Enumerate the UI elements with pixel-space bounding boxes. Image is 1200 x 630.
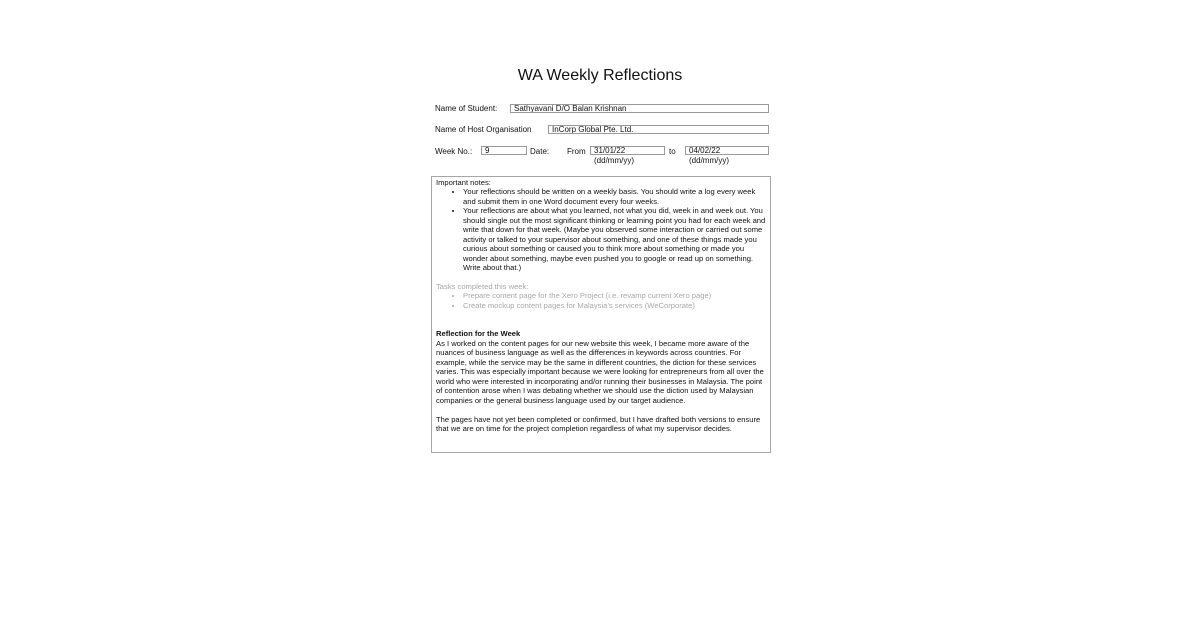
tasks-list [436, 291, 766, 310]
important-notes-heading: Important notes: [436, 178, 491, 187]
from-label: From [567, 147, 586, 156]
list-item: • Create mockup content pages for Malaysia’s services (WeCorporate) [463, 301, 766, 310]
week-number-label: Week No.: [435, 147, 473, 156]
date-label: Date: [530, 147, 550, 156]
from-date-format-hint: (dd/mm/yy) [594, 156, 634, 165]
list-item: • Prepare content page for the Xero Project (i.e. revamp current Xero page) [463, 291, 766, 300]
reflection-box[interactable] [431, 176, 771, 453]
reflection-heading: Reflection for the Week [436, 329, 521, 339]
student-name-label: Name of Student: [435, 104, 498, 113]
student-name-field[interactable]: Sathyavani D/O Balan Krishnan [510, 104, 769, 113]
to-date-field[interactable]: 04/02/22 [685, 146, 769, 155]
list-item: • Your reflections should be written on a weekly basis. You should write a log every week and submit them in one Word document every four weeks. [463, 187, 766, 206]
tasks-heading: Tasks completed this week: [436, 282, 529, 292]
to-date-format-hint: (dd/mm/yy) [689, 156, 729, 165]
important-notes-list [436, 187, 766, 272]
from-date-field[interactable]: 31/01/22 [590, 146, 665, 155]
reflection-paragraph: The pages have not yet been completed or confirmed, but I have drafted both versions to ensure that we are on time for the project completion regardless of what my supervisor decides. [436, 414, 761, 433]
reflection-paragraph: As I worked on the content pages for our new website this week, I became more aware of the nuances of business language as well as the differences in keywords across countries. For example, while the service may be the same in different countries, the diction for these services varies. This was especially important because we were looking for entrepreneurs from all over the world who were interested in incorporating and/or running their businesses in Malaysia. The point of contention arose when I was debating whether we should use the diction used by Malaysian companies or the general business language used by our target audience. [436, 338, 764, 405]
to-label: to [669, 147, 676, 156]
host-organisation-field[interactable]: InCorp Global Pte. Ltd. [548, 125, 769, 134]
host-organisation-label: Name of Host Organisation [435, 125, 532, 134]
list-item: • Your reflections are about what you learned, not what you did, week in and week out. You should single out the most significant thinking or learning point you had for each week and write that down for that week. (Maybe you observed some interaction or carried out some activity or talked to your supervisor about something, and one of these things made you curious about something or caused you to think more about something or made you wonder about something, maybe even pushed you to google or read up on something. Write about that.) [463, 206, 766, 272]
week-number-field[interactable]: 9 [481, 146, 527, 155]
page-title: WA Weekly Reflections [517, 67, 683, 84]
